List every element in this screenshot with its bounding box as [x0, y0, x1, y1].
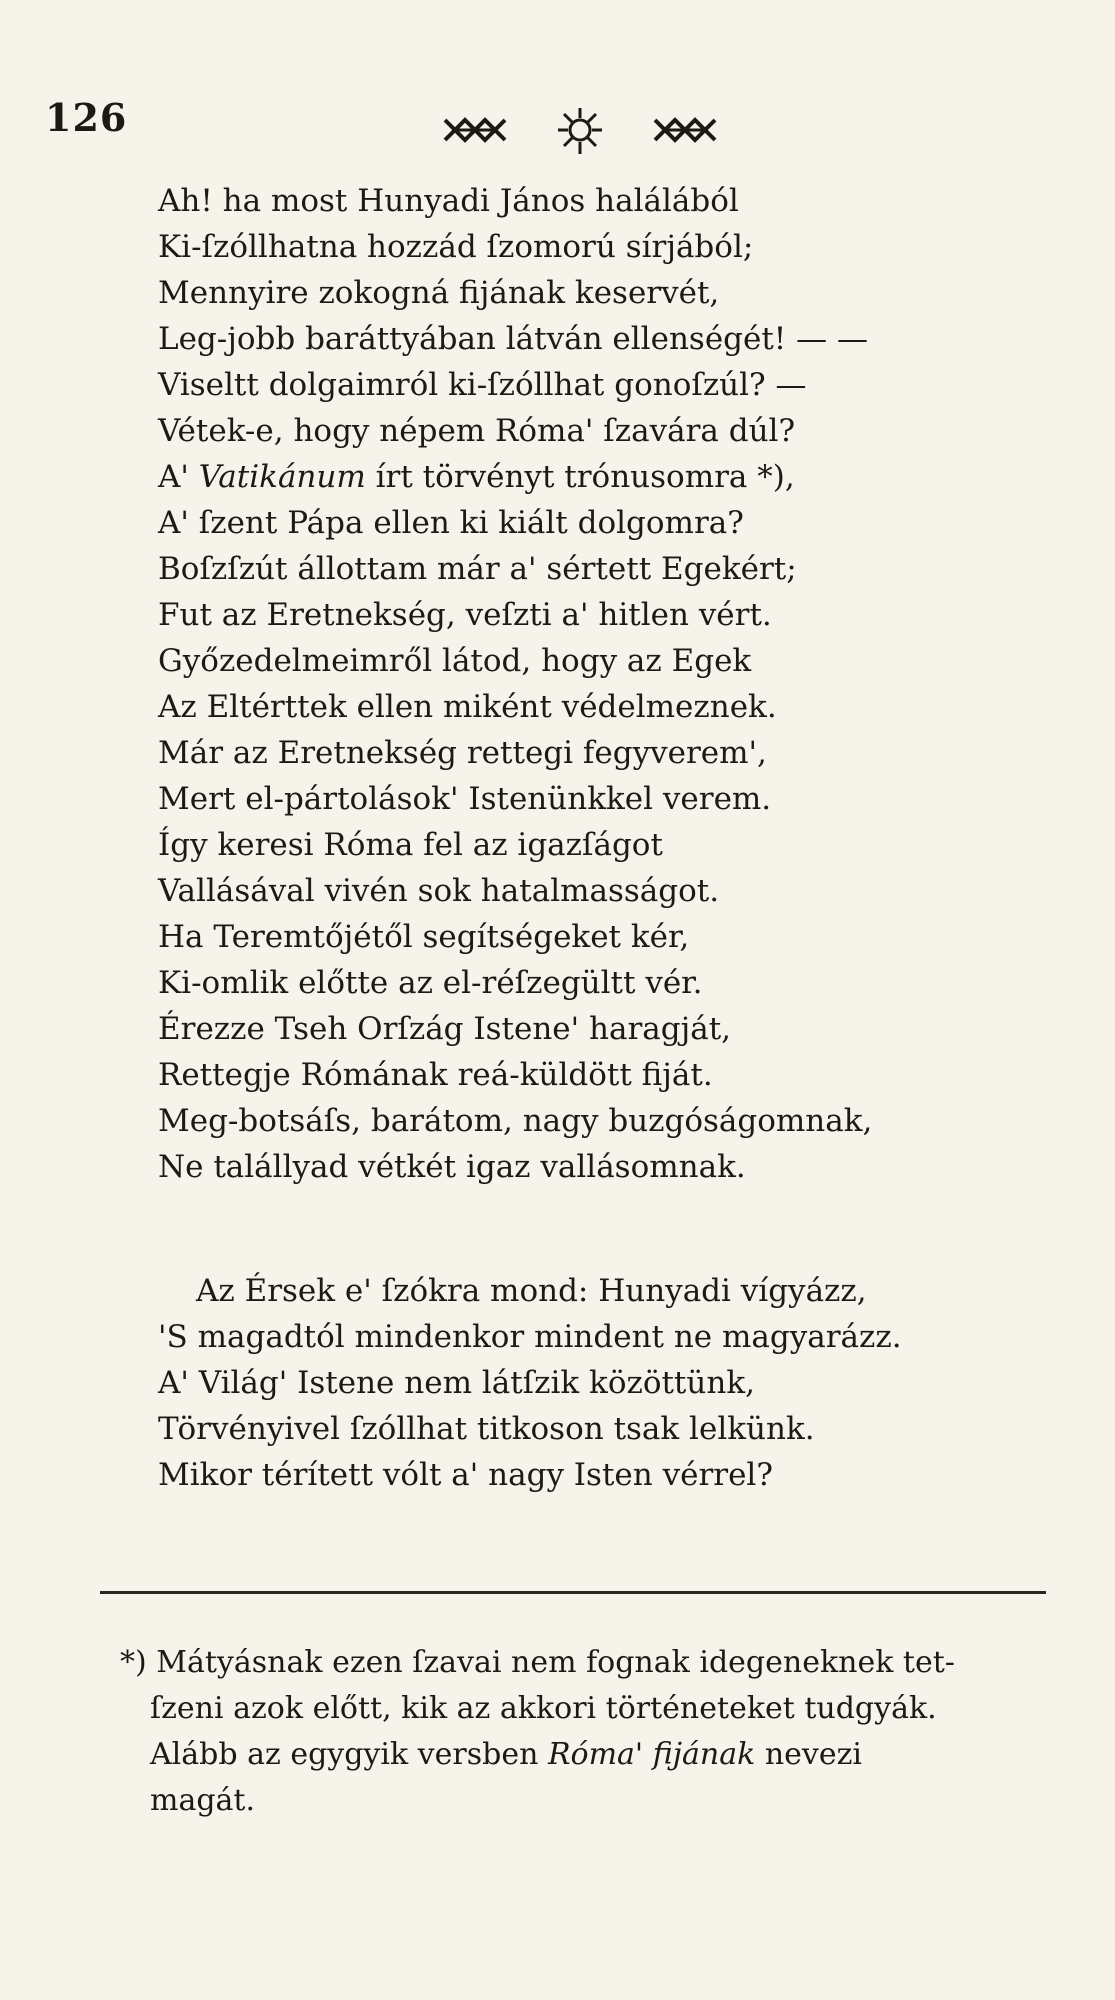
page-number: 126 — [45, 95, 128, 140]
verse-line: Boſzſzút állottam már a' sértett Egekért; — [158, 551, 797, 587]
verse-line: A' Vatikánum írt törvényt trónusomra *), — [158, 459, 795, 495]
verse-line: Mert el-pártolások' Istenünkkel verem. — [158, 781, 772, 817]
verse-line: Így keresi Róma fel az igazſágot — [158, 827, 663, 863]
footnote-text: Alább az egygyik versben — [150, 1737, 548, 1772]
verse-line: Ki-omlik előtte az el-réſzegültt vér. — [158, 965, 703, 1001]
footnote-divider — [100, 1591, 1046, 1594]
verse-line: Érezze Tseh Orſzág Istene' haragját, — [158, 1011, 732, 1047]
verse-block-second — [158, 1268, 978, 1498]
footnote-line: ſzeni azok előtt, kik az akkori történeteket tudgyák. — [150, 1691, 937, 1726]
verse-line: Rettegje Rómának reá-küldött fiját. — [158, 1057, 713, 1093]
footnote-text: nevezi — [755, 1737, 863, 1772]
verse-line: A' Világ' Istene nem látſzik közöttünk, — [158, 1365, 755, 1401]
footnote-marker: *) — [120, 1645, 147, 1680]
verse-line: Ne talállyad vétkét igaz vallásomnak. — [158, 1149, 746, 1185]
verse-line: Meg-botsáſs, barátom, nagy buzgóságomnak, — [158, 1103, 873, 1139]
verse-line: Leg-jobb baráttyában látván ellenségét! — — — [158, 321, 868, 357]
footnote-line — [120, 1640, 1040, 1686]
verse-line: Mennyire zokogná fijának keservét, — [158, 275, 720, 311]
verse-line: Már az Eretnekség rettegi fegyverem', — [158, 735, 767, 771]
verse-line: Győzedelmeimről látod, hogy az Egek — [158, 643, 752, 679]
verse-block-main — [158, 178, 978, 1190]
footnote — [120, 1640, 1040, 1824]
footnote-italic-text: Róma' fijának — [547, 1737, 756, 1772]
verse-line: Ki-ſzóllhatna hozzád ſzomorú sírjából; — [158, 229, 754, 265]
verse-line: 'S magadtól mindenkor mindent ne magyarázz. — [158, 1319, 902, 1355]
verse-line: Az Eltérttek ellen miként védelmeznek. — [158, 689, 777, 725]
printer-ornament-icon — [440, 100, 720, 160]
footnote-line: magát. — [150, 1783, 256, 1818]
verse-line: Ah! ha most Hunyadi János halálából — [158, 183, 739, 219]
verse-line: Vétek-e, hogy népem Róma' ſzavára dúl? — [158, 413, 796, 449]
italic-word: Vatikánum — [198, 459, 366, 495]
verse-line: Ha Teremtőjétől segítségeket kér, — [158, 919, 690, 955]
verse-line: Mikor térített vólt a' nagy Isten vérrel? — [158, 1457, 773, 1493]
verse-line: Az Érsek e' ſzókra mond: Hunyadi vígyázz, — [196, 1273, 867, 1309]
footnote-text: Mátyásnak ezen ſzavai nem fognak idegeneknek tet- — [156, 1645, 955, 1680]
footnote-line — [120, 1732, 1040, 1778]
verse-line: Törvényivel ſzóllhat titkoson tsak lelkünk. — [158, 1411, 815, 1447]
verse-line: Fut az Eretnekség, veſzti a' hitlen vért. — [158, 597, 772, 633]
verse-line: Vallásával vivén sok hatalmasságot. — [158, 873, 720, 909]
verse-line: Viseltt dolgaimról ki-ſzóllhat gonoſzúl? — — [158, 367, 807, 403]
verse-line: A' ſzent Pápa ellen ki kiált dolgomra? — [158, 505, 744, 541]
